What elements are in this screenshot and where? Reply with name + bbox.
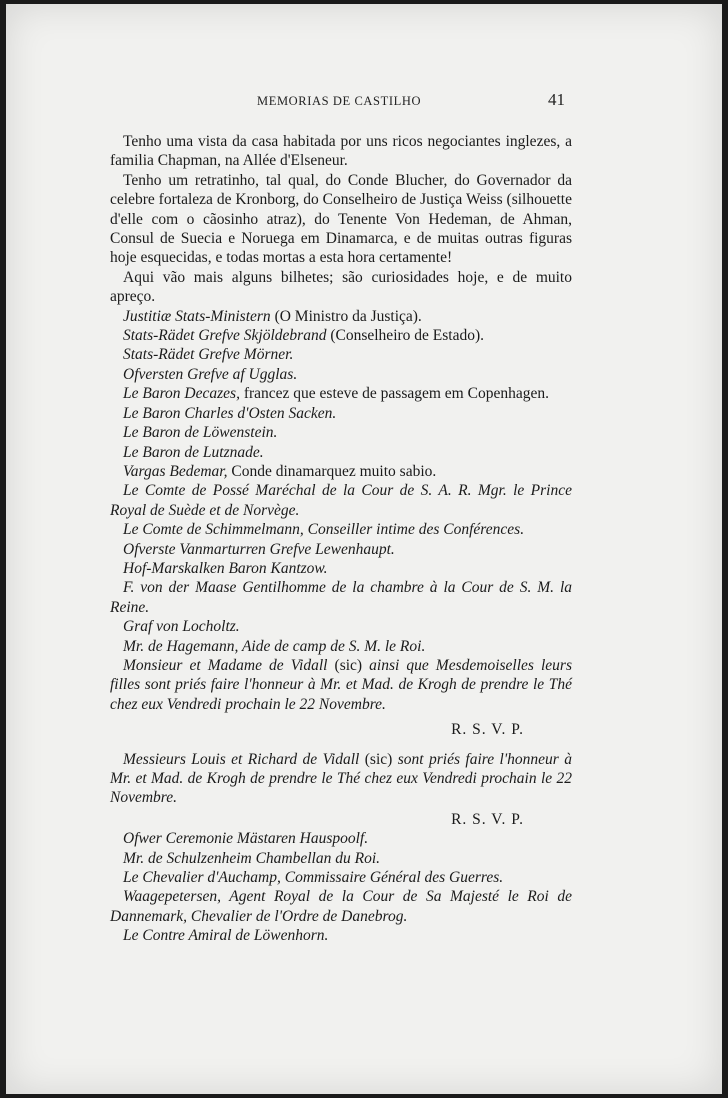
card-entry — [110, 637, 572, 656]
paragraph: Tenho um retratinho, tal qual, do Conde Blucher, do Governador da celebre fortaleza de Kronborg, do Conselheiro de Justiça Weiss (silhouette d'elle com o cãosinho atraz), do Tenente Von Hedeman, de Ahman, Consul de Suecia e Noruega em Dinamarca, e de muitas outras figuras hoje esquecidas, e todas mortas a esta hora certamente! — [110, 171, 572, 267]
card-name: Le Contre Amiral de Löwenhorn. — [123, 927, 329, 945]
card-name: Le Baron Charles d'Osten Sacken. — [123, 404, 337, 422]
card-name: Le Chevalier d'Auchamp, Commissaire Général des Guerres. — [123, 869, 504, 887]
card-name: Le Comte de Possé Maréchal de la Cour de S. A. R. Mgr. le Prince Royal de Suède et de Norvège. — [110, 482, 572, 519]
card-name: Stats-Rädet Grefve Skjöldebrand — [123, 327, 327, 345]
card-entry — [110, 404, 572, 423]
invitation-text: Monsieur et Madame de Vidall — [123, 656, 328, 674]
card-entry — [110, 868, 572, 887]
card-entry — [110, 462, 572, 481]
card-entry — [110, 849, 572, 868]
card-entry — [110, 540, 572, 559]
rsvp: R. S. V. P. — [451, 810, 524, 828]
page-header — [6, 90, 722, 114]
card-name: Waagepetersen, Agent Royal de la Cour de Sa Majesté le Roi de Dannemark, Chevalier de l'Ordre de Danebrog. — [110, 888, 572, 925]
card-name: Ofwer Ceremonie Mästaren Hauspoolf. — [123, 830, 369, 848]
card-name: Le Comte de Schimmelmann, Conseiller intime des Conférences. — [123, 521, 525, 539]
card-entry — [110, 307, 572, 326]
invitation-text: ainsi que Mesdemoiselles leurs filles sont priés faire l'honneur à Mr. et Mad. de Krogh de prendre le Thé chez eux Vendredi prochain le 22 Novembre. — [110, 656, 572, 713]
card-entry — [110, 443, 572, 462]
body-text — [110, 132, 572, 946]
card-name: Hof-Marskalken Baron Kantzow. — [123, 559, 328, 577]
card-entry — [110, 578, 572, 617]
card-name: Mr. de Hagemann, Aide de camp de S. M. le Roi. — [123, 637, 426, 655]
card-note: (O Ministro da Justiça). — [270, 307, 422, 325]
card-entry — [110, 481, 572, 520]
book-page — [6, 4, 722, 1094]
invitation — [110, 656, 572, 714]
card-name: Le Baron de Löwenstein. — [123, 424, 278, 442]
card-name: Vargas Bedemar, — [123, 462, 228, 480]
card-name: Ofversten Grefve af Ugglas. — [123, 365, 298, 383]
card-entry — [110, 345, 572, 364]
card-name: Le Baron de Lutznade. — [123, 443, 264, 461]
page-number: 41 — [548, 90, 565, 109]
card-entry — [110, 887, 572, 926]
card-entry — [110, 384, 572, 403]
card-entry — [110, 326, 572, 345]
card-name: Justitiæ Stats-Ministern — [123, 307, 271, 325]
card-entry — [110, 559, 572, 578]
card-note: (Conselheiro de Estado). — [326, 327, 485, 345]
card-note: francez que esteve de passagem em Copenhagen. — [239, 385, 549, 403]
sic-note: (sic) — [327, 656, 370, 674]
card-entry — [110, 423, 572, 442]
card-entry — [110, 365, 572, 384]
card-entry — [110, 520, 572, 539]
invitation-text: sont priés faire l'honneur à Mr. et Mad. de Krogh de prendre le Thé chez eux Vendredi prochain le 22 Novembre. — [110, 750, 572, 807]
card-name: Graf von Locholtz. — [123, 618, 240, 636]
rsvp: R. S. V. P. — [451, 721, 524, 739]
card-note: Conde dinamarquez muito sabio. — [227, 462, 437, 480]
paragraph: Aqui vão mais alguns bilhetes; são curiosidades hoje, e de muito apreço. — [110, 268, 572, 306]
card-name: Le Baron Decazes, — [123, 385, 240, 403]
card-entry — [110, 829, 572, 848]
invitation — [110, 750, 572, 808]
running-title: MEMORIAS DE CASTILHO — [257, 94, 422, 108]
card-name: Ofverste Vanmarturren Grefve Lewenhaupt. — [123, 540, 395, 558]
invitation-text: Messieurs Louis et Richard de Vidall — [123, 750, 360, 768]
card-name: F. von der Maase Gentilhomme de la chambre à la Cour de S. M. la Reine. — [110, 579, 572, 616]
card-entry — [110, 926, 572, 945]
card-entry — [110, 617, 572, 636]
card-name: Stats-Rädet Grefve Mörner. — [123, 346, 294, 364]
sic-note: (sic) — [359, 750, 398, 768]
card-name: Mr. de Schulzenheim Chambellan du Roi. — [123, 849, 381, 867]
paragraph: Tenho uma vista da casa habitada por uns ricos negociantes inglezes, a familia Chapman, na Allée d'Elseneur. — [110, 133, 572, 170]
